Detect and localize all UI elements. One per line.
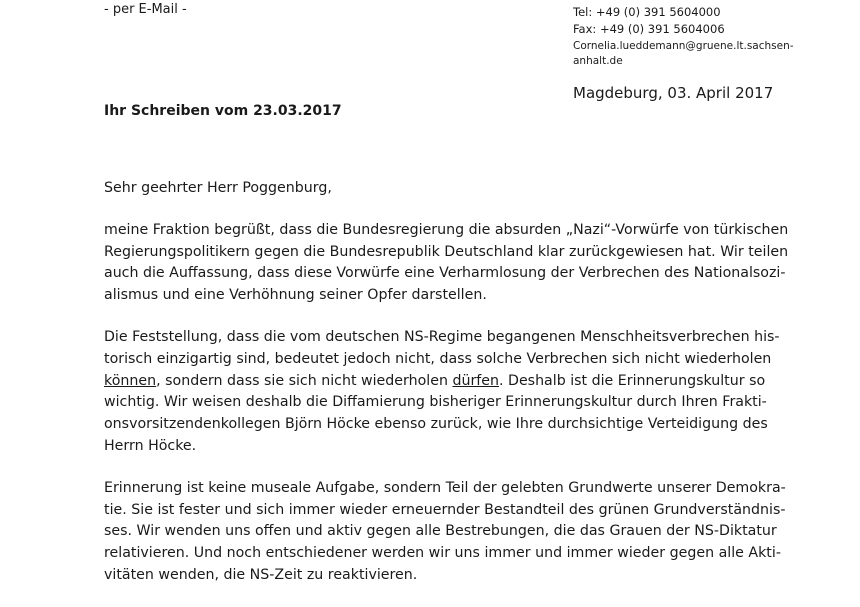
letter-date: Magdeburg, 03. April 2017 [573,84,774,102]
paragraph-line: meine Fraktion begrüßt, dass die Bundesregierung die absurden „Nazi“-Vorwürfe von türkischen [104,221,789,238]
phone-number: Tel: +49 (0) 391 5604000 [573,5,721,19]
email-line-1: Cornelia.lueddemann@gruene.lt.sachsen- [573,40,794,52]
paragraph-line [104,371,764,393]
paragraph-line: auch die Auffassung, dass diese Vorwürfe eine Verharmlosung der Verbrechen des Nationalsozi- [104,265,786,282]
paragraph-line: vitäten wenden, die NS-Zeit zu reaktivieren. [104,566,418,583]
paragraph-line: Regierungspolitikern gegen die Bundesrepublik Deutschland klar zurückgewiesen hat. Wir teilen [104,243,789,260]
paragraph-line: alismus und eine Verhöhnung seiner Opfer darstellen. [104,287,487,304]
paragraph-line: Herrn Höcke. [104,437,197,454]
paragraph-line: ses. Wir wenden uns offen und aktiv gegen alle Bestrebungen, die das Grauen der NS-Diktatur [104,523,777,540]
letter-body [104,178,789,607]
paragraph-line: onsvorsitzendenkollegen Björn Höcke ebenso zurück, wie Ihre durchsichtige Verteidigung des [104,416,768,433]
paragraph-1 [104,220,789,307]
email-line-2: anhalt.de [573,55,623,67]
line-fragment: , sondern dass sie sich nicht wiederholen [156,372,453,389]
paragraph-line: relativieren. Und noch entschiedener werden wir uns immer und immer wieder gegen alle Akti- [104,545,781,562]
line-fragment: . Deshalb ist die Erinnerungskultur so [499,372,766,389]
paragraph-line: Die Feststellung, dass die vom deutschen NS-Regime begangenen Menschheitsverbrechen his- [104,328,780,345]
paragraph-line: torisch einzigartig sind, bedeutet jedoch nicht, dass solche Verbrechen sich nicht wiederholen [104,350,772,367]
underlined-word-koennen: können [104,372,157,389]
underlined-word-duerfen: dürfen [452,372,499,389]
fax-number: Fax: +49 (0) 391 5604006 [573,22,725,36]
paragraph-line: tie. Sie ist fester und sich immer wieder erneuernder Bestandteil des grünen Grundverständnis- [104,501,786,518]
paragraph-line: Erinnerung ist keine museale Aufgabe, sondern Teil der gelebten Grundwerte unserer Demokra- [104,479,786,496]
delivery-note: - per E-Mail - [104,2,187,17]
paragraph-2 [104,327,780,458]
paragraph-3 [104,478,786,587]
subject-line: Ihr Schreiben vom 23.03.2017 [104,103,342,119]
email-address [573,39,794,69]
paragraph-line: wichtig. Wir weisen deshalb die Diffamierung bisheriger Erinnerungskultur durch Ihren Frakti- [104,394,767,411]
contact-block [573,4,794,69]
salutation: Sehr geehrter Herr Poggenburg, [104,180,332,196]
